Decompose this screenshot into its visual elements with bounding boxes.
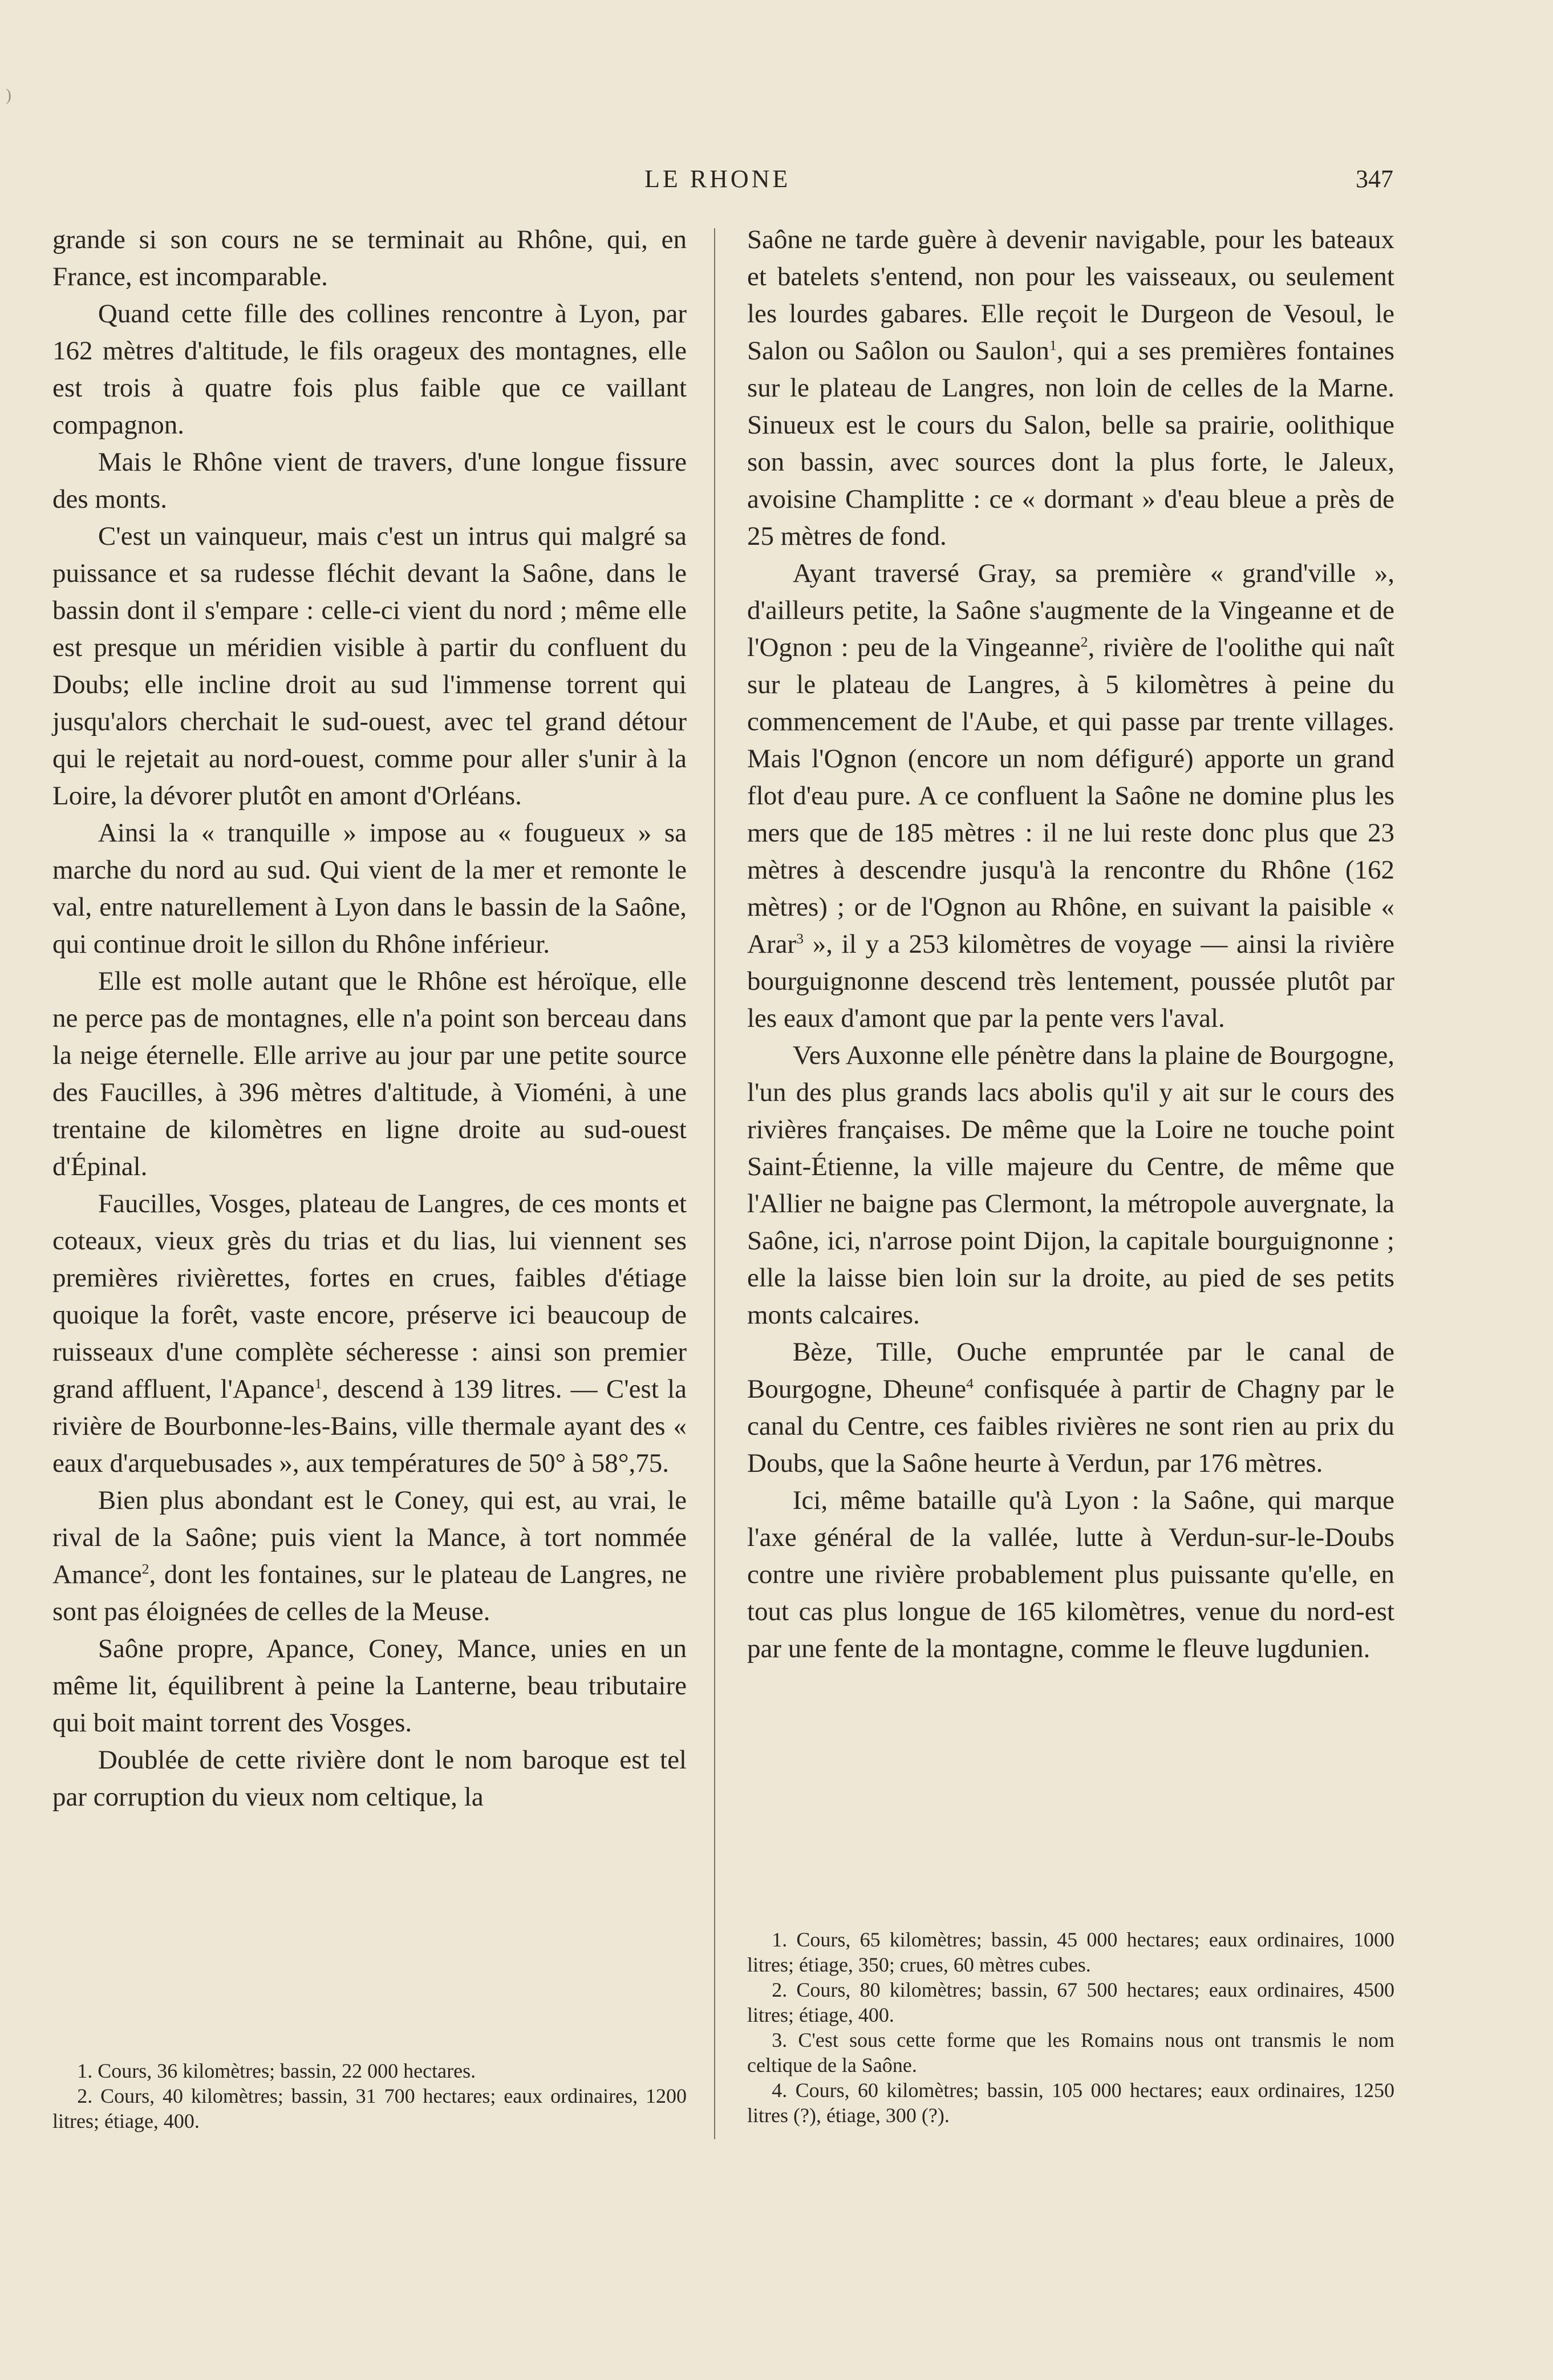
left-footnotes xyxy=(52,2058,687,2134)
footnote-ref: 3 xyxy=(796,930,804,947)
paragraph-text: confisquée à partir de Chagny par le canal du Centre, ces faibles rivières ne sont rien au prix du Doubs, que la Saône heurte à Verdun, par 176 mètres. xyxy=(747,1374,1394,1478)
paragraph-text: Bèze, Tille, Ouche empruntée par le canal de Bourgogne, Dheune xyxy=(747,1337,1394,1404)
margin-mark: ) xyxy=(6,86,11,104)
right-footnotes xyxy=(747,1927,1394,2128)
left-column xyxy=(52,221,687,1816)
column-divider xyxy=(714,228,715,2139)
paragraph-text: Saône ne tarde guère à devenir navigable, pour les bateaux et batelets s'entend, non pour les vaisseaux, ou seulement les lourdes gabares. Elle reçoit le Durgeon de Vesoul, le Salon ou Saôlon ou Saulon xyxy=(747,225,1394,366)
paragraph: Ainsi la « tranquille » impose au « fougueux » sa marche du nord au sud. Qui vient de la mer et remonte le val, entre naturellement à Lyon dans le bassin de la Saône, qui continue droit le sillon du Rhône inférieur. xyxy=(52,818,687,959)
paragraph-text: , dont les fontaines, sur le plateau de Langres, ne sont pas éloignées de celles de la Meuse. xyxy=(52,1560,687,1626)
page-number: 347 xyxy=(1356,165,1393,193)
paragraph-text: , rivière de l'oolithe qui naît sur le plateau de Langres, à 5 kilomètres à peine du commencement de l'Aube, et qui passe par trente villages. Mais l'Ognon (encore un nom défiguré) apporte un grand flot d'eau pure. A ce confluent la Saône ne domine plus les mers que de 185 mètres : il ne lui reste donc plus que 23 mètres à descendre jusqu'à la rencontre du Rhône (162 mètres) ; or de l'Ognon au Rhône, en suivant la paisible « Arar xyxy=(747,633,1394,959)
paragraph: grande si son cours ne se terminait au Rhône, qui, en France, est incomparable. xyxy=(52,225,687,292)
footnote: 1. Cours, 65 kilomètres; bassin, 45 000 hectares; eaux ordinaires, 1000 litres; étiage, 350; crues, 60 mètres cubes. xyxy=(747,1928,1394,1976)
paragraph xyxy=(747,1334,1394,1482)
paragraph: Ici, même bataille qu'à Lyon : la Saône, qui marque l'axe général de la vallée, lutte à Verdun-sur-le-Doubs contre une rivière probablement plus puissante qu'elle, en tout cas plus longue de 165 kilomètres, venue du nord-est par une fente de la montagne, comme le fleuve lugdunien. xyxy=(747,1486,1394,1663)
footnote: 3. C'est sous cette forme que les Romains nous ont transmis le nom celtique de la Saône. xyxy=(747,2029,1394,2077)
paragraph-text: , qui a ses premières fontaines sur le plateau de Langres, non loin de celles de la Marne. Sinueux est le cours du Salon, belle sa prairie, oolithique son bassin, avec sources dont la plus forte, le Jaleux, avoisine Champlitte : ce « dormant » d'eau bleue a près de 25 mètres de fond. xyxy=(747,336,1394,551)
page-header xyxy=(0,164,1553,210)
paragraph xyxy=(52,1482,687,1630)
paragraph xyxy=(52,1185,687,1482)
footnote: 1. Cours, 36 kilomètres; bassin, 22 000 hectares. xyxy=(77,2059,476,2082)
paragraph: Quand cette fille des collines rencontre à Lyon, par 162 mètres d'altitude, le fils orageux des montagnes, elle est trois à quatre fois plus faible que ce vaillant compagnon. xyxy=(52,299,687,440)
paragraph: Saône propre, Apance, Coney, Mance, unies en un même lit, équilibrent à peine la Lanterne, beau tributaire qui boit maint torrent des Vosges. xyxy=(52,1634,687,1738)
footnote-ref: 1 xyxy=(1049,337,1057,354)
footnote-ref: 1 xyxy=(314,1375,322,1392)
paragraph: Vers Auxonne elle pénètre dans la plaine de Bourgogne, l'un des plus grands lacs abolis qu'il y ait sur le cours des rivières françaises. De même que la Loire ne touche point Saint-Étienne, la ville majeure du Centre, de même que l'Allier ne baigne pas Clermont, la métropole auvergnate, la Saône, ici, n'arrose point Dijon, la capitale bourguignonne ; elle la laisse bien loin sur la droite, au pied de ses petits monts calcaires. xyxy=(747,1041,1394,1330)
footnote: 4. Cours, 60 kilomètres; bassin, 105 000 hectares; eaux ordinaires, 1250 litres (?), étiage, 300 (?). xyxy=(747,2079,1394,2127)
paragraph: Doublée de cette rivière dont le nom baroque est tel par corruption du vieux nom celtique, la xyxy=(52,1745,687,1812)
paragraph: Mais le Rhône vient de travers, d'une longue fissure des monts. xyxy=(52,447,687,514)
paragraph-text: Bien plus abondant est le Coney, qui est, au vrai, le rival de la Saône; puis vient la Mance, à tort nommée Amance xyxy=(52,1486,687,1589)
footnote-ref: 4 xyxy=(966,1375,974,1392)
paragraph-text: », il y a 253 kilomètres de voyage — ainsi la rivière bourguignonne descend très lentement, poussée plutôt par les eaux d'amont que par la pente vers l'aval. xyxy=(747,929,1394,1033)
right-column xyxy=(747,221,1394,1667)
running-title: LE RHONE xyxy=(644,165,791,193)
paragraph xyxy=(747,555,1394,1037)
paragraph: Elle est molle autant que le Rhône est héroïque, elle ne perce pas de montagnes, elle n'a point son berceau dans la neige éternelle. Elle arrive au jour par une petite source des Faucilles, à 396 mètres d'altitude, à Vioméni, à une trentaine de kilomètres en ligne droite au sud-ouest d'Épinal. xyxy=(52,966,687,1181)
footnote-ref: 2 xyxy=(141,1560,149,1577)
footnote: 2. Cours, 40 kilomètres; bassin, 31 700 hectares; eaux ordinaires, 1200 litres; étiage, 400. xyxy=(52,2084,687,2132)
paragraph-text: Faucilles, Vosges, plateau de Langres, de ces monts et coteaux, vieux grès du trias et du lias, lui viennent ses premières rivièrettes, fortes en crues, faibles d'étiage quoique la forêt, vaste encore, préserve ici beaucoup de ruisseaux d'une complète sécheresse : ainsi son premier grand affluent, l'Apance xyxy=(52,1189,687,1404)
paragraph-text: Ayant traversé Gray, sa première « grand'ville », d'ailleurs petite, la Saône s'augmente de la Vingeanne et de l'Ognon : peu de la Vingeanne xyxy=(747,558,1394,662)
footnote: 2. Cours, 80 kilomètres; bassin, 67 500 hectares; eaux ordinaires, 4500 litres; étiage, 400. xyxy=(747,1978,1394,2026)
paragraph xyxy=(747,221,1394,555)
paragraph-text: , descend à 139 litres. — C'est la rivière de Bourbonne-les-Bains, ville thermale ayant des « eaux d'arquebusades », aux températures de 50° à 58°,75. xyxy=(52,1374,687,1478)
paragraph: C'est un vainqueur, mais c'est un intrus qui malgré sa puissance et sa rudesse fléchit devant la Saône, dans le bassin dont il s'empare : celle-ci vient du nord ; même elle est presque un méridien visible à partir du confluent du Doubs; elle incline droit au sud l'immense torrent qui jusqu'alors cherchait le sud-ouest, avec tel grand détour qui le rejetait au nord-ouest, comme pour aller s'unir à la Loire, la dévorer plutôt en amont d'Orléans. xyxy=(52,521,687,811)
footnote-ref: 2 xyxy=(1080,633,1088,650)
